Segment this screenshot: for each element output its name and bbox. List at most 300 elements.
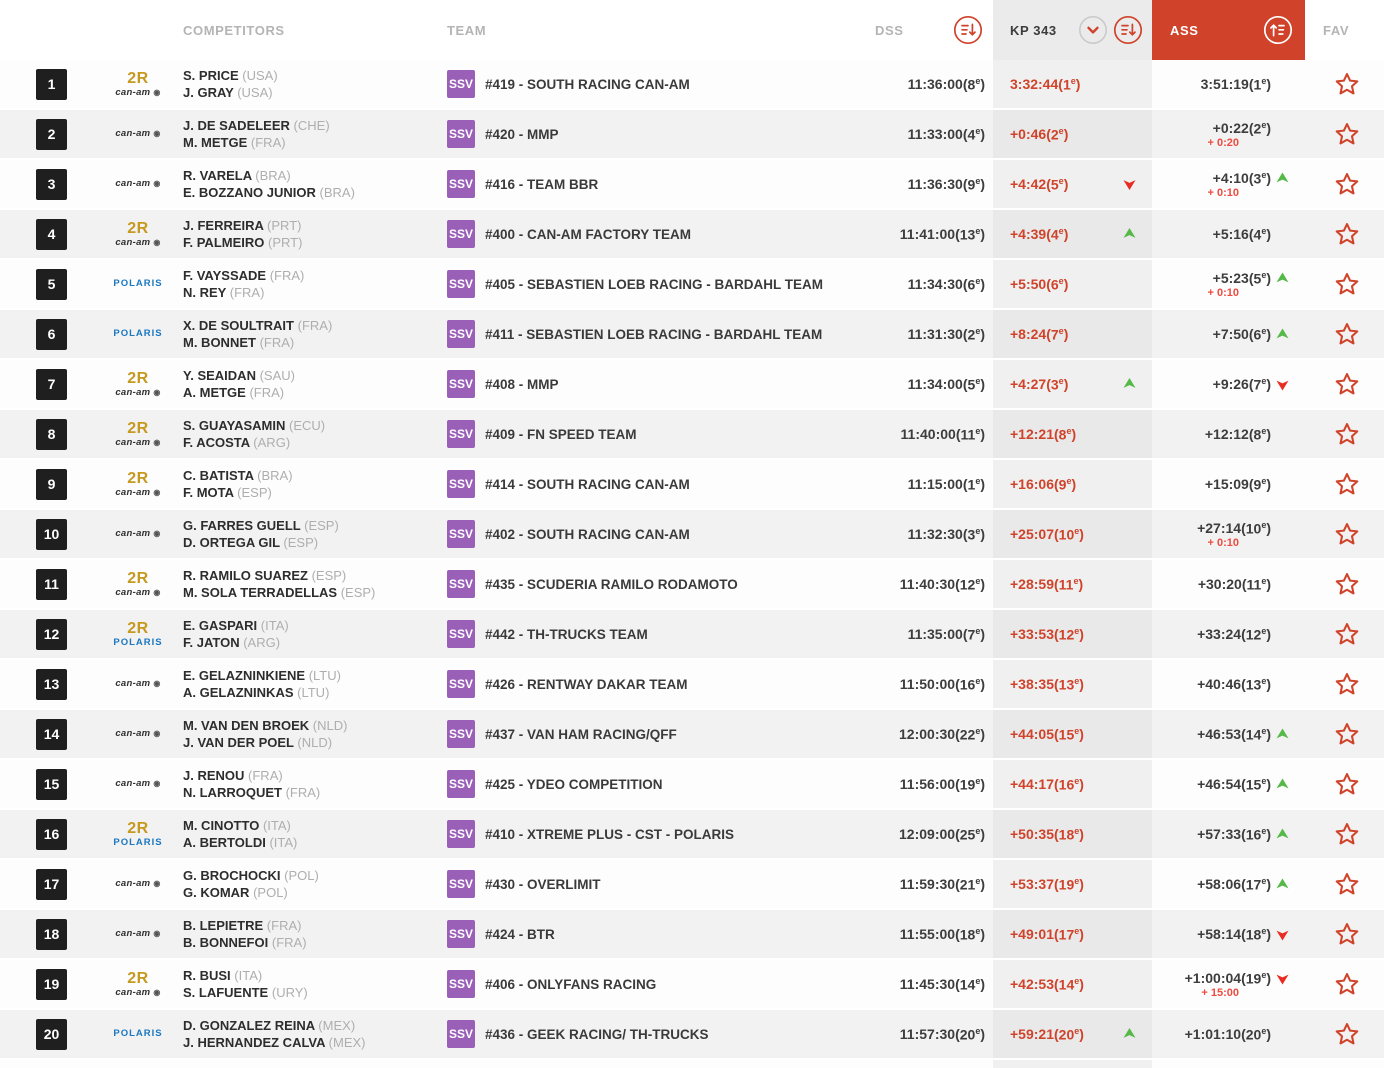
ass-trend-up-icon <box>1274 270 1291 287</box>
dss-time-place <box>955 676 985 693</box>
place-number: 14 <box>1058 976 1075 993</box>
ass-trend-slot <box>1271 1026 1291 1043</box>
brand-cell <box>96 60 180 108</box>
driver-name: S. GUAYASAMIN <box>183 417 289 433</box>
place-number: 15 <box>1058 726 1075 743</box>
driver-name: Y. SEAIDAN <box>183 367 260 383</box>
competitors-cell <box>180 360 445 408</box>
ass-sort-icon[interactable] <box>1263 15 1293 45</box>
kp-time-place <box>1054 1026 1084 1043</box>
place-number: 20 <box>1058 1026 1075 1043</box>
ordinal-suffix: e <box>1261 225 1267 236</box>
ordinal-suffix: e <box>975 875 981 886</box>
driver-line <box>183 468 293 484</box>
competitors-cell <box>180 1010 445 1058</box>
driver-name: A. METGE <box>183 384 250 400</box>
dss-cell <box>860 110 993 158</box>
driver-line <box>183 268 304 284</box>
dss-time-place <box>955 976 985 993</box>
place-number: 6 <box>1253 326 1262 343</box>
ass-time-line <box>1152 776 1291 793</box>
rank-badge: 18 <box>36 919 67 950</box>
kp-cell <box>993 810 1152 858</box>
ass-trend-slot <box>1271 970 1291 987</box>
driver-name: G. BROCHOCKI <box>183 867 285 883</box>
place-number: 20 <box>959 1026 976 1043</box>
dss-time: 11:59:30 <box>899 876 956 892</box>
fav-cell <box>1305 610 1384 658</box>
driver-country: ( ITA ) <box>269 835 297 850</box>
competitors-cell <box>180 260 445 308</box>
driver-name: M. BONNET <box>183 334 260 350</box>
driver-country: ( FRA ) <box>230 285 265 300</box>
vehicle-class-badge: SSV <box>447 520 475 548</box>
brand-polaris-logo: POLARIS <box>113 327 163 339</box>
driver-line <box>183 118 330 134</box>
dss-cell <box>860 360 993 408</box>
column-header-competitors <box>180 0 445 60</box>
kp-cell <box>993 910 1152 958</box>
kp-cell <box>993 710 1152 758</box>
fav-star-icon[interactable] <box>1334 521 1360 547</box>
ordinal-suffix: e <box>975 125 981 136</box>
vehicle-class-badge: SSV <box>447 570 475 598</box>
brp-logo-icon: ◉ <box>153 878 161 888</box>
ass-time: +33:24 <box>1197 626 1242 642</box>
driver-line <box>183 885 288 901</box>
dss-time: 11:33:00 <box>907 126 963 142</box>
vehicle-class-badge: SSV <box>447 770 475 798</box>
ordinal-suffix: e <box>1070 75 1076 86</box>
fav-star-icon[interactable] <box>1334 621 1360 647</box>
team-cell <box>445 60 860 108</box>
driver-line <box>183 435 290 451</box>
ass-time-line <box>1152 576 1291 593</box>
driver-name: A. GELAZNINKAS <box>183 684 298 700</box>
kp-time-place <box>1054 676 1084 693</box>
ordinal-suffix: e <box>1058 375 1064 386</box>
dss-time: 11:57:30 <box>899 1026 956 1042</box>
kp-time-place <box>1054 626 1084 643</box>
place-number: 15 <box>1245 776 1262 793</box>
brand-polaris-logo: POLARIS <box>113 1027 163 1039</box>
team-name: #424 - BTR <box>485 926 555 942</box>
ass-trend-up-icon <box>1274 776 1291 793</box>
fav-star-icon[interactable] <box>1334 471 1360 497</box>
place-number: 1 <box>967 476 976 493</box>
driver-line <box>183 735 332 751</box>
place-number: 17 <box>1058 926 1075 943</box>
kp-time: +50:35 <box>1010 826 1054 842</box>
brand-canam-logo: can-am ◉ <box>115 236 161 248</box>
brp-logo-icon: ◉ <box>153 528 161 538</box>
table-body <box>0 60 1384 1060</box>
ass-penalty: + 0:10 <box>1207 186 1239 199</box>
competitors-cell <box>180 610 445 658</box>
kp-time: +4:39 <box>1010 226 1047 242</box>
driver-name: C. BATISTA <box>183 467 258 483</box>
team-cell <box>445 860 860 908</box>
place-number: 10 <box>1058 526 1075 543</box>
brand-2r-logo: 2R <box>127 369 149 387</box>
kp-time: +25:07 <box>1010 526 1054 542</box>
dss-time: 11:34:00 <box>907 376 963 392</box>
competitors-cell <box>180 460 445 508</box>
ass-time: +15:09 <box>1204 476 1249 492</box>
driver-country: ( ESP ) <box>237 485 272 500</box>
driver-country: ( CHE ) <box>294 118 330 133</box>
rank-badge: 1 <box>36 69 67 100</box>
dss-sort-icon[interactable] <box>953 15 983 45</box>
place-number: 13 <box>1058 676 1075 693</box>
ass-time: +12:12 <box>1204 426 1249 442</box>
dss-time-place <box>963 176 985 193</box>
team-name: #420 - MMP <box>485 126 559 142</box>
brand-2r-logo: 2R <box>127 619 149 637</box>
rank-cell <box>0 310 96 358</box>
brand-canam-logo: can-am ◉ <box>115 986 161 998</box>
ordinal-suffix: e <box>1074 725 1080 736</box>
driver-country: ( PRT ) <box>268 235 302 250</box>
brand-canam-logo: can-am ◉ <box>115 177 161 189</box>
driver-name: B. LEPIETRE <box>183 917 267 933</box>
driver-line <box>183 968 262 984</box>
rank-cell <box>0 210 96 258</box>
driver-line <box>183 68 278 84</box>
rank-badge: 8 <box>36 419 67 450</box>
ass-time-place <box>1249 226 1271 243</box>
place-number: 4 <box>1253 226 1262 243</box>
table-row <box>0 610 1384 660</box>
driver-name: R. BUSI <box>183 967 235 983</box>
fav-star-icon[interactable] <box>1334 221 1360 247</box>
fav-star-icon[interactable] <box>1334 421 1360 447</box>
driver-name: A. BERTOLDI <box>183 834 270 850</box>
vehicle-class-badge: SSV <box>447 1020 475 1048</box>
driver-line <box>183 85 273 101</box>
brand-polaris-logo: POLARIS <box>113 277 163 289</box>
driver-country: ( POL ) <box>253 885 288 900</box>
team-name: #409 - FN SPEED TEAM <box>485 426 637 442</box>
ass-time-place <box>1241 926 1271 943</box>
rank-cell <box>0 760 96 808</box>
ass-trend-slot <box>1271 120 1291 137</box>
driver-country: ( ARG ) <box>243 635 280 650</box>
ass-cell <box>1152 560 1305 608</box>
competitors-cell <box>180 660 445 708</box>
team-name: #436 - GEEK RACING/ TH-TRUCKS <box>485 1026 709 1042</box>
chevron-down-icon[interactable] <box>1078 15 1108 45</box>
dss-cell <box>860 660 993 708</box>
place-number: 9 <box>1253 476 1262 493</box>
rank-cell <box>0 710 96 758</box>
rank-cell <box>0 410 96 458</box>
vehicle-class-badge: SSV <box>447 170 475 198</box>
ordinal-suffix: e <box>975 325 981 336</box>
driver-line <box>183 568 346 584</box>
team-cell <box>445 160 860 208</box>
ass-cell <box>1152 410 1305 458</box>
brand-cell <box>96 660 180 708</box>
kp-trend-up-icon <box>1121 226 1138 243</box>
dss-cell <box>860 760 993 808</box>
kp-time: +59:21 <box>1010 1026 1054 1042</box>
place-number: 19 <box>1058 876 1075 893</box>
team-name: #419 - SOUTH RACING CAN-AM <box>485 76 690 92</box>
ordinal-suffix: e <box>1074 825 1080 836</box>
dss-cell <box>860 560 993 608</box>
dss-time-place <box>963 376 985 393</box>
kp-time: +0:46 <box>1010 126 1047 142</box>
team-cell <box>445 810 860 858</box>
driver-line <box>183 535 318 551</box>
place-number: 13 <box>959 226 976 243</box>
kp-time-place <box>1054 726 1084 743</box>
rank-cell <box>0 1010 96 1058</box>
ass-cell <box>1152 360 1305 408</box>
fav-star-icon[interactable] <box>1334 721 1360 747</box>
team-cell <box>445 110 860 158</box>
fav-star-icon[interactable] <box>1334 871 1360 897</box>
ass-trend-down-icon <box>1274 970 1291 987</box>
driver-country: ( NLD ) <box>297 735 332 750</box>
driver-name: J. FERREIRA <box>183 217 268 233</box>
kp-time: +38:35 <box>1010 676 1054 692</box>
kp-trend-up-icon <box>1121 376 1138 393</box>
driver-name: M. SOLA TERRADELLAS <box>183 584 341 600</box>
driver-line <box>183 1018 355 1034</box>
kp-time: +33:53 <box>1010 626 1054 642</box>
competitors-cell <box>180 760 445 808</box>
ass-trend-slot <box>1271 776 1291 793</box>
ass-time-line <box>1152 926 1291 943</box>
team-name: #442 - TH-TRUCKS TEAM <box>485 626 648 642</box>
driver-country: ( MEX ) <box>329 1035 366 1050</box>
ass-trend-slot <box>1271 726 1291 743</box>
driver-name: D. GONZALEZ REINA <box>183 1017 319 1033</box>
fav-cell <box>1305 60 1384 108</box>
driver-line <box>183 635 280 651</box>
fav-star-icon[interactable] <box>1334 371 1360 397</box>
driver-country: ( ESP ) <box>312 568 347 583</box>
driver-country: ( ITA ) <box>261 618 289 633</box>
ass-cell <box>1152 110 1305 158</box>
driver-name: J. HERNANDEZ CALVA <box>183 1034 329 1050</box>
kp-sort-icon[interactable] <box>1113 15 1143 45</box>
ordinal-suffix: e <box>975 1025 981 1036</box>
place-number: 2 <box>1050 126 1059 143</box>
dss-time-place <box>955 876 985 893</box>
ordinal-suffix: e <box>1058 175 1064 186</box>
driver-line <box>183 668 341 684</box>
table-row <box>0 560 1384 610</box>
fav-star-icon[interactable] <box>1334 971 1360 997</box>
dss-time-place <box>963 276 985 293</box>
place-number: 11 <box>1246 576 1262 593</box>
fav-star-icon[interactable] <box>1334 321 1360 347</box>
fav-star-icon[interactable] <box>1334 1021 1360 1047</box>
kp-cell <box>993 760 1152 808</box>
table-row <box>0 160 1384 210</box>
ass-trend-slot <box>1271 76 1291 93</box>
brand-polaris-logo: POLARIS <box>113 836 163 848</box>
vehicle-class-badge: SSV <box>447 370 475 398</box>
competitors-cell <box>180 860 445 908</box>
place-number: 16 <box>1058 776 1075 793</box>
brand-cell <box>96 710 180 758</box>
vehicle-class-badge: SSV <box>447 970 475 998</box>
table-row <box>0 260 1384 310</box>
ass-time: +7:50 <box>1212 326 1249 342</box>
fav-cell <box>1305 910 1384 958</box>
ass-cell <box>1152 1010 1305 1058</box>
ass-time-place <box>1242 576 1271 593</box>
ordinal-suffix: e <box>1058 275 1064 286</box>
ass-trend-slot <box>1271 520 1291 537</box>
brp-logo-icon: ◉ <box>153 178 161 188</box>
kp-time: +42:53 <box>1010 976 1054 992</box>
table-row <box>0 410 1384 460</box>
driver-country: ( FRA ) <box>249 385 284 400</box>
competitors-cell <box>180 710 445 758</box>
team-name: #426 - RENTWAY DAKAR TEAM <box>485 676 688 692</box>
dss-time-place <box>963 476 985 493</box>
driver-name: G. FARRES GUELL <box>183 517 305 533</box>
competitors-cell <box>180 160 445 208</box>
driver-name: M. CINOTTO <box>183 817 263 833</box>
table-row <box>0 660 1384 710</box>
brand-canam-logo: can-am ◉ <box>115 927 161 939</box>
ordinal-suffix: e <box>1058 225 1064 236</box>
fav-star-icon[interactable] <box>1334 671 1360 697</box>
driver-country: ( USA ) <box>242 68 277 83</box>
driver-line <box>183 418 325 434</box>
ass-cell <box>1152 260 1305 308</box>
kp-cell <box>993 160 1152 208</box>
kp-time-place <box>1054 826 1084 843</box>
rank-badge: 9 <box>36 469 67 500</box>
kp-time-place <box>1046 376 1068 393</box>
ass-trend-slot <box>1271 270 1291 287</box>
fav-star-icon[interactable] <box>1334 121 1360 147</box>
ass-time-place <box>1249 326 1271 343</box>
brand-2r-logo: 2R <box>127 469 149 487</box>
brp-logo-icon: ◉ <box>153 587 161 597</box>
ass-cell <box>1152 810 1305 858</box>
ass-trend-slot <box>1271 626 1291 643</box>
fav-cell <box>1305 860 1384 908</box>
fav-cell <box>1305 560 1384 608</box>
ordinal-suffix: e <box>975 375 981 386</box>
driver-country: ( ECU ) <box>289 418 325 433</box>
dss-cell <box>860 910 993 958</box>
brp-logo-icon: ◉ <box>153 928 161 938</box>
ass-trend-up-icon <box>1274 170 1291 187</box>
team-cell <box>445 660 860 708</box>
vehicle-class-badge: SSV <box>447 70 475 98</box>
fav-star-icon[interactable] <box>1334 771 1360 797</box>
driver-name: F. JATON <box>183 634 244 650</box>
ordinal-suffix: e <box>1261 169 1267 180</box>
kp-trend-up-icon <box>1121 1026 1138 1043</box>
kp-label: KP 343 <box>1010 22 1057 38</box>
driver-line <box>183 185 355 201</box>
ordinal-suffix: e <box>975 175 981 186</box>
column-header-rank <box>0 0 96 60</box>
fav-cell <box>1305 760 1384 808</box>
driver-line <box>183 585 375 601</box>
ordinal-suffix: e <box>1261 625 1267 636</box>
fav-star-icon[interactable] <box>1334 171 1360 197</box>
dss-label: DSS <box>875 22 904 38</box>
driver-line <box>183 785 320 801</box>
fav-star-icon[interactable] <box>1334 271 1360 297</box>
driver-name: F. PALMEIRO <box>183 234 268 250</box>
driver-name: R. RAMILO SUAREZ <box>183 567 312 583</box>
ass-time-line <box>1152 1026 1291 1043</box>
fav-star-icon[interactable] <box>1334 571 1360 597</box>
ordinal-suffix: e <box>975 525 981 536</box>
brand-cell <box>96 960 180 1008</box>
driver-name: S. PRICE <box>183 67 243 83</box>
driver-country: ( FRA ) <box>251 135 286 150</box>
table-row <box>0 1010 1384 1060</box>
driver-line <box>183 835 297 851</box>
rank-badge: 2 <box>36 119 67 150</box>
brp-logo-icon: ◉ <box>153 987 161 997</box>
team-cell <box>445 610 860 658</box>
place-number: 19 <box>959 776 976 793</box>
ordinal-suffix: e <box>1074 925 1080 936</box>
dss-cell <box>860 1010 993 1058</box>
team-cell <box>445 410 860 458</box>
table-row <box>0 460 1384 510</box>
competitors-cell <box>180 560 445 608</box>
kp-time: +53:37 <box>1010 876 1054 892</box>
place-number: 2 <box>1253 120 1262 137</box>
brand-canam-logo: can-am ◉ <box>115 127 161 139</box>
ass-time-place <box>1241 726 1271 743</box>
driver-name: S. LAFUENTE <box>183 984 272 1000</box>
rank-badge: 5 <box>36 269 67 300</box>
ordinal-suffix: e <box>1261 75 1267 86</box>
competitors-cell <box>180 410 445 458</box>
place-number: 18 <box>959 926 976 943</box>
fav-star-icon[interactable] <box>1334 821 1360 847</box>
ass-trend-slot <box>1271 170 1291 187</box>
dss-time-place <box>963 626 985 643</box>
team-cell <box>445 310 860 358</box>
fav-cell <box>1305 660 1384 708</box>
ass-trend-slot <box>1271 826 1291 843</box>
fav-star-icon[interactable] <box>1334 71 1360 97</box>
brand-canam-logo: can-am ◉ <box>115 777 161 789</box>
ass-time-line <box>1152 76 1291 93</box>
place-number: 3 <box>1253 170 1262 187</box>
rank-cell <box>0 160 96 208</box>
driver-line <box>183 235 302 251</box>
driver-line <box>183 768 283 784</box>
place-number: 5 <box>967 376 976 393</box>
dss-time: 11:56:00 <box>899 776 956 792</box>
driver-country: ( NLD ) <box>313 718 348 733</box>
brand-canam-logo: can-am ◉ <box>115 486 161 498</box>
fav-star-icon[interactable] <box>1334 921 1360 947</box>
vehicle-class-badge: SSV <box>447 220 475 248</box>
driver-name: E. GELAZNINKIENE <box>183 667 309 683</box>
kp-time-place <box>1054 476 1076 493</box>
brand-cell <box>96 410 180 458</box>
